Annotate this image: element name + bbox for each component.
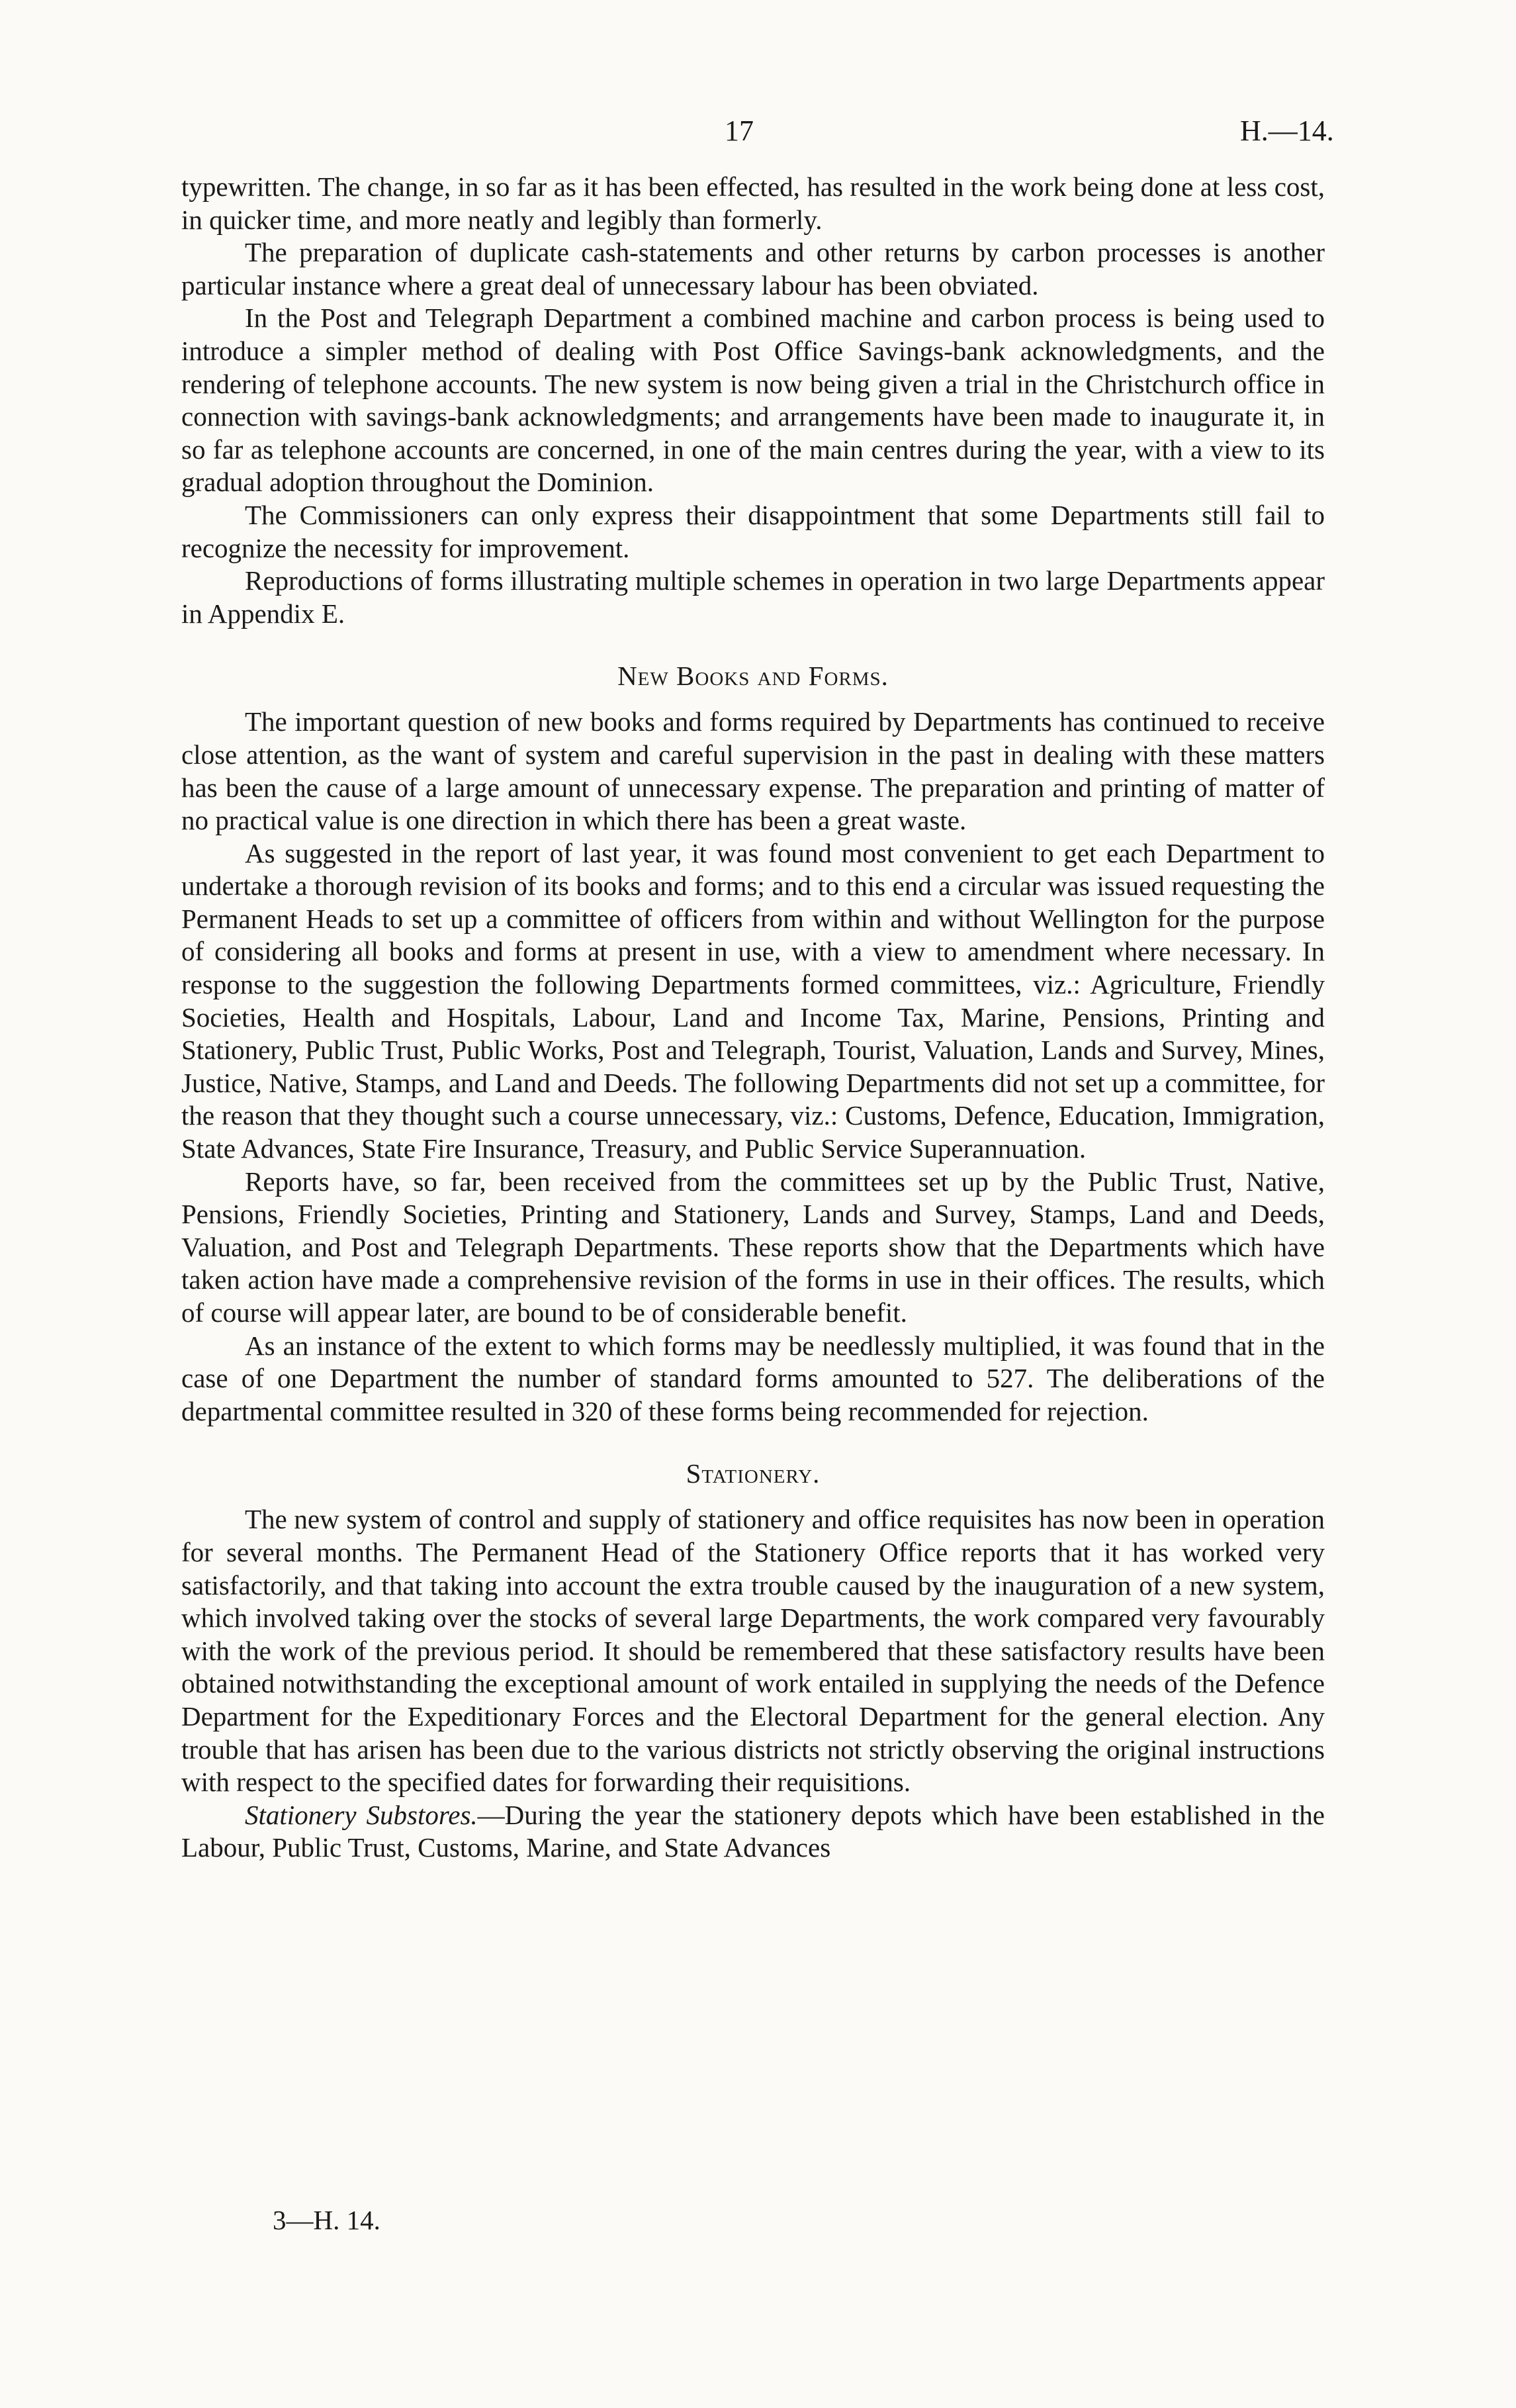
paragraph: The preparation of duplicate cash-statements and other returns by carbon processes is another particular instance where a great deal of unnecessary labour has been obviated. — [181, 237, 1325, 301]
section-heading-stationery: Stationery. — [686, 1458, 821, 1489]
page-header — [0, 114, 1516, 154]
page-body — [181, 171, 1325, 1865]
page-number: 17 — [725, 115, 754, 147]
substores-title: Stationery Substores. — [245, 1799, 478, 1830]
paragraph: The new system of control and supply of stationery and office requisites has now been in operation for several months. The Permanent Head of the Stationery Office reports that it has worked very satisfactorily, and that taking into account the extra trouble caused by the inauguration of a new system, which involved taking over the stocks of several large Departments, the work compared very favourably with the work of the previous period. It should be remembered that these satisfactory results have been obtained notwithstanding the exceptional amount of work entailed in supplying the needs of the Defence Department for the Expeditionary Forces and the Electoral Department for the general election. Any trouble that has arisen has been due to the various districts not strictly observing the original instructions with respect to the specified dates for forwarding their requisitions. — [181, 1504, 1325, 1798]
paragraph: The Commissioners can only express their disappointment that some Departments still fail to recognize the necessity for improvement. — [181, 499, 1325, 563]
paragraph-substores — [181, 1799, 1325, 1865]
paragraph: In the Post and Telegraph Department a combined machine and carbon process is being used to introduce a simpler method of dealing with Post Office Savings-bank acknowledgments, and the rendering of telephone accounts. The new system is now being given a trial in the Christchurch office in connection with savings-bank acknowledgments; and arrangements have been made to inaugurate it, in so far as telephone accounts are concerned, in one of the main centres during the year, with a view to its gradual adoption throughout the Dominion. — [181, 302, 1325, 498]
paragraph: Reproductions of forms illustrating multiple schemes in operation in two large Departments appear in Appendix E. — [181, 565, 1325, 629]
footer-signature: 3—H. 14. — [273, 2205, 380, 2235]
document-reference: H.—14. — [1240, 115, 1334, 147]
paragraph: As suggested in the report of last year, it was found most convenient to get each Department to undertake a thorough revision of its books and forms; and to this end a circular was issued requesting the Permanent Heads to set up a committee of officers from within and without Wellington for the purpose of considering all books and forms at present in use, with a view to amendment where necessary. In response to the suggestion the following Departments formed committees, viz.: Agriculture, Friendly Societies, Health and Hospitals, Labour, Land and Income Tax, Marine, Pensions, Printing and Stationery, Public Trust, Public Works, Post and Telegraph, Tourist, Valuation, Lands and Survey, Mines, Justice, Native, Stamps, and Land and Deeds. The following Departments did not set up a committee, for the reason that they thought such a course unnecessary, viz.: Customs, Defence, Education, Immigration, State Advances, State Fire Insurance, Treasury, and Public Service Superannuation. — [181, 837, 1325, 1164]
paragraph: As an instance of the extent to which forms may be needlessly multiplied, it was found that in the case of one Department the number of standard forms amounted to 527. The deliberations of the departmental committee resulted in 320 of these forms being recommended for rejection. — [181, 1330, 1325, 1426]
paragraph: The important question of new books and forms required by Departments has continued to receive close attention, as the want of system and careful supervision in the past in dealing with these matters has been the cause of a large amount of unnecessary expense. The preparation and printing of matter of no practical value is one direction in which there has been a great waste. — [181, 706, 1325, 836]
section-heading-new-books-and-forms: New Books and Forms. — [617, 661, 889, 692]
paragraph: Reports have, so far, been received from the committees set up by the Public Trust, Native, Pensions, Friendly Societies, Printing and Stationery, Lands and Survey, Stamps, Land and Deeds, Valuation, and Post and Telegraph Departments. These reports show that the Departments which have taken action have made a comprehensive revision of the forms in use in their offices. The results, which of course will appear later, are bound to be of considerable benefit. — [181, 1166, 1325, 1328]
paragraph: typewritten. The change, in so far as it has been effected, has resulted in the work being done at less cost, in quicker time, and more neatly and legibly than formerly. — [181, 171, 1325, 235]
substores-text: —During the year the stationery depots which have been established in the Labour, Public Trust, Customs, Marine, and State Advances — [181, 1799, 1325, 1863]
